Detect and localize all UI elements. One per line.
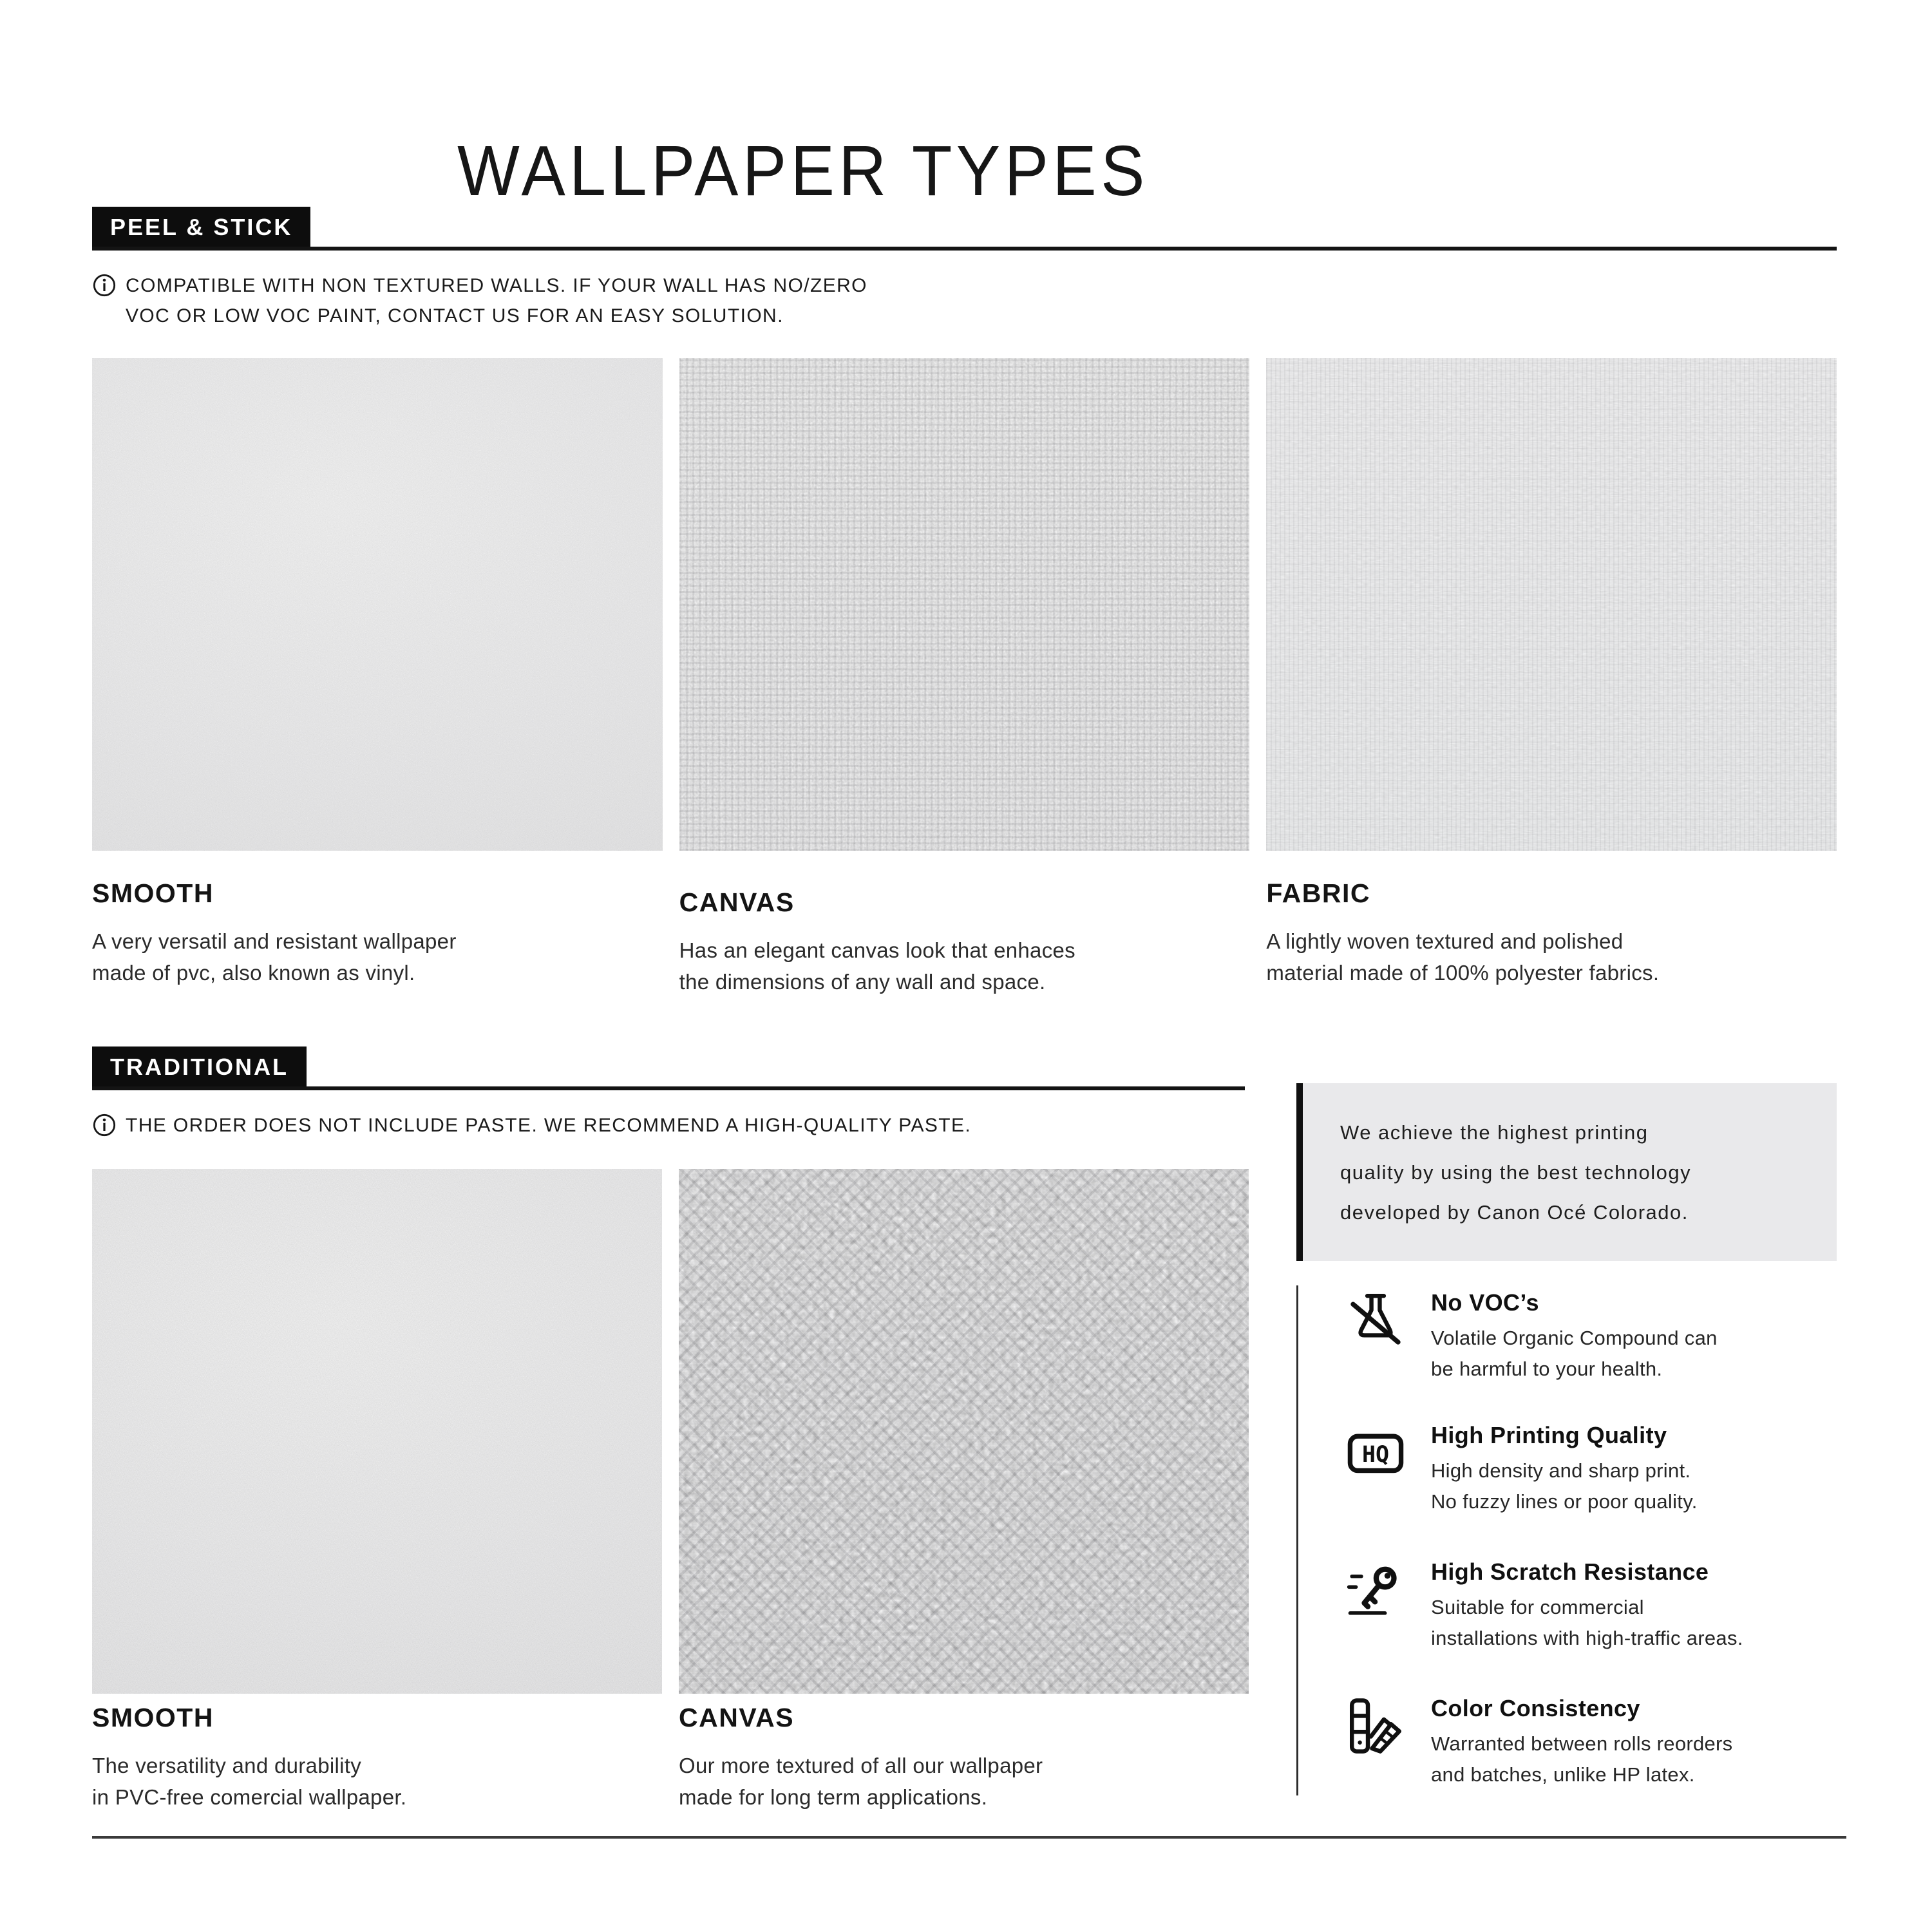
swatch-image-smooth-traditional [92,1169,662,1694]
feature-desc-line: Warranted between rolls reorders [1431,1732,1733,1755]
swatch-desc-line: in PVC-free comercial wallpaper. [92,1785,407,1809]
note-line: VOC OR LOW VOC PAINT, CONTACT US FOR AN EASY SOLUTION. [126,305,784,327]
swatch-row-peel-stick [92,358,1837,851]
swatch-desc-line: Has an elegant canvas look that enhaces [679,938,1075,962]
canvas-texture-noise [679,358,1250,851]
feature-title: No VOC’s [1431,1289,1539,1316]
swatch-desc-line: the dimensions of any wall and space. [679,970,1046,994]
info-icon [92,1113,117,1137]
section-tag-peel-stick: PEEL & STICK [92,207,310,247]
swatch-desc-line: material made of 100% polyester fabrics. [1266,961,1660,985]
callout-line: developed by Canon Océ Colorado. [1340,1201,1689,1224]
section-header-peel-stick [92,207,1837,251]
feature-desc-line: Volatile Organic Compound can [1431,1327,1718,1349]
fabric-texture-noise [1266,358,1837,851]
captions-peel-stick [92,878,1837,998]
feature-high-printing-quality [1346,1422,1837,1517]
smooth-texture-noise [92,358,663,851]
feature-desc-line: installations with high-traffic areas. [1431,1627,1743,1649]
caption-canvas-traditional [679,1703,1249,1813]
callout-line: We achieve the highest printing [1340,1121,1649,1144]
caption-smooth [92,878,663,998]
swatch-row-traditional [92,1169,1249,1694]
swatch-name: SMOOTH [92,1703,214,1732]
feature-desc-line: be harmful to your health. [1431,1358,1663,1380]
feature-desc-line: No fuzzy lines or poor quality. [1431,1490,1698,1513]
feature-desc-line: Suitable for commercial [1431,1596,1644,1618]
swatch-name: CANVAS [679,887,795,917]
section-header-traditional [92,1046,1245,1090]
hq-badge-icon [1346,1423,1405,1482]
feature-title: High Printing Quality [1431,1422,1667,1448]
note-line: COMPATIBLE WITH NON TEXTURED WALLS. IF YOUR WALL HAS NO/ZERO [126,275,867,296]
hq-badge-label: HQ [1361,1441,1390,1468]
swatch-image-smooth [92,358,663,851]
swatch-desc-line: A very versatil and resistant wallpaper [92,929,457,953]
callout-line: quality by using the best technology [1340,1161,1692,1184]
feature-title: High Scratch Resistance [1431,1558,1709,1585]
feature-desc-line: and batches, unlike HP latex. [1431,1763,1695,1786]
no-voc-flask-icon [1346,1291,1405,1350]
feature-title: Color Consistency [1431,1695,1640,1721]
smooth-texture-noise [92,1169,662,1694]
note-peel-stick [92,270,1187,331]
swatch-desc-line: A lightly woven textured and polished [1266,929,1624,953]
swatch-name: CANVAS [679,1703,795,1732]
swatch-desc-line: made for long term applications. [679,1785,988,1809]
info-icon [92,273,117,298]
swatch-image-canvas [679,358,1250,851]
swatch-name: SMOOTH [92,878,214,908]
feature-no-vocs [1346,1289,1837,1385]
note-traditional [92,1110,1316,1141]
swatch-image-fabric [1266,358,1837,851]
swatch-desc-line: made of pvc, also known as vinyl. [92,961,415,985]
section-tag-traditional: TRADITIONAL [92,1046,307,1086]
swatch-image-canvas-traditional [679,1169,1249,1694]
swatch-desc-line: The versatility and durability [92,1754,362,1777]
feature-color-consistency [1346,1695,1837,1790]
coarse-canvas-texture-noise [679,1169,1249,1694]
swatch-desc-line: Our more textured of all our wallpaper [679,1754,1043,1777]
page-title: WALLPAPER TYPES [457,131,1149,211]
bottom-divider [92,1836,1846,1839]
caption-canvas [679,878,1250,998]
captions-traditional [92,1703,1249,1813]
feature-high-scratch-resistance [1346,1558,1837,1654]
note-line: THE ORDER DOES NOT INCLUDE PASTE. WE RECOMMEND A HIGH-QUALITY PASTE. [126,1115,972,1136]
color-swatchbook-icon [1346,1696,1405,1756]
feature-desc-line: High density and sharp print. [1431,1459,1691,1482]
feature-list [1296,1285,1837,1795]
key-scratch-icon [1346,1560,1405,1619]
caption-smooth-traditional [92,1703,662,1813]
caption-fabric [1266,878,1837,998]
printing-quality-callout [1296,1083,1837,1261]
swatch-name: FABRIC [1266,878,1370,908]
